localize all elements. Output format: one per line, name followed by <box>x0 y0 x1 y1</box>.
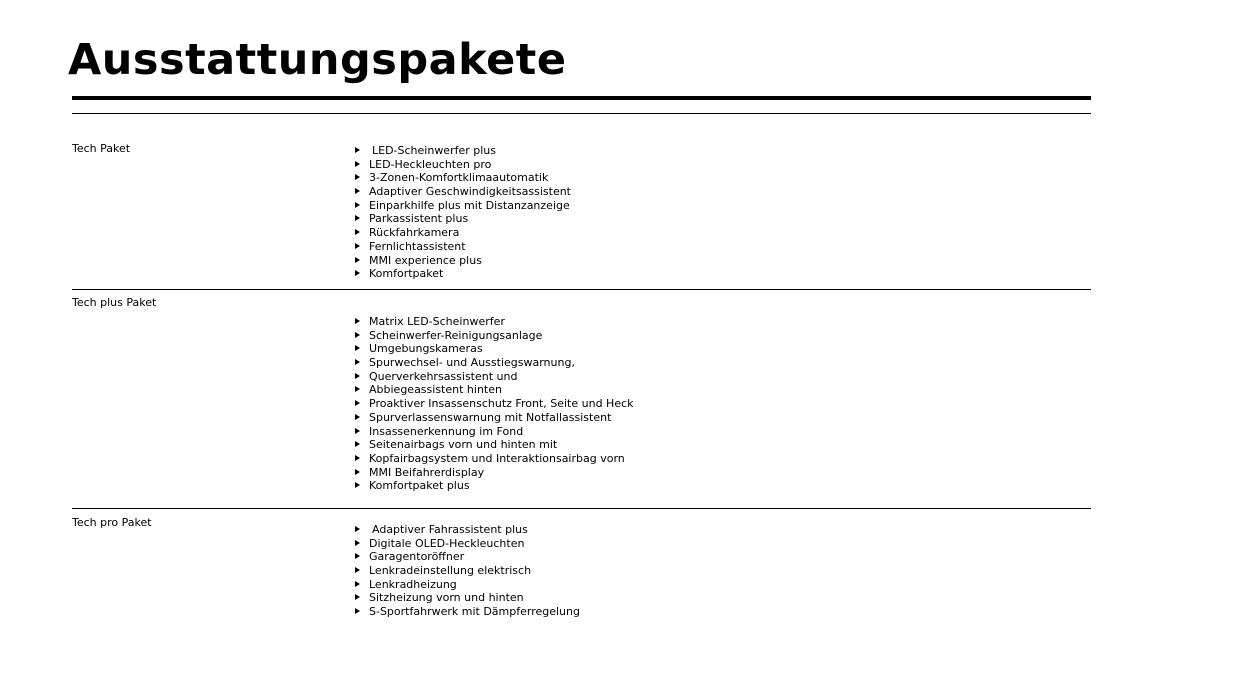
list-item-text: MMI Beifahrerdisplay <box>369 465 485 479</box>
list-item-text: Einparkhilfe plus mit Distanzanzeige <box>369 198 570 212</box>
bullet-icon <box>355 455 360 461</box>
bullet-icon <box>355 594 360 600</box>
list-item-text: MMI experience plus <box>369 253 482 267</box>
bullet-icon <box>355 441 360 447</box>
bullet-icon <box>355 188 360 194</box>
package-separator <box>72 508 1091 509</box>
title-rule-thick <box>72 96 1091 100</box>
list-item-text: Digitale OLED-Heckleuchten <box>369 536 525 550</box>
list-item-text: Sitzheizung vorn und hinten <box>369 591 524 605</box>
list-item-text: Fernlichtassistent <box>369 239 466 253</box>
bullet-icon <box>355 553 360 559</box>
bullet-icon <box>355 608 360 614</box>
list-item-text: Umgebungskameras <box>369 342 483 356</box>
page-title: Ausstattungspakete <box>68 35 567 85</box>
package-name-tech: Tech Paket <box>72 142 131 155</box>
list-item-text: Kopfairbagsystem und Interaktionsairbag vorn <box>369 451 625 465</box>
list-item-text: Komfortpaket <box>369 267 444 281</box>
bullet-icon <box>355 270 360 276</box>
bullet-icon <box>355 414 360 420</box>
list-item-text: Adaptiver Geschwindigkeitsassistent <box>369 185 571 199</box>
bullet-icon <box>355 215 360 221</box>
list-item-text: LED-Heckleuchten pro <box>369 157 492 171</box>
list-item-text: Adaptiver Fahrassistent plus <box>372 523 528 536</box>
bullet-icon <box>355 243 360 249</box>
bullet-icon <box>355 428 360 434</box>
title-rule-thin <box>72 113 1091 114</box>
list-item-text: Spurwechsel- und Ausstiegswarnung, <box>369 356 575 370</box>
bullet-icon <box>355 373 360 379</box>
bullet-icon <box>355 257 360 263</box>
bullet-icon <box>355 161 360 167</box>
bullet-icon <box>355 482 360 488</box>
bullet-icon <box>355 202 360 208</box>
package-name-tech-plus: Tech plus Paket <box>72 296 157 309</box>
bullet-icon <box>355 581 360 587</box>
list-item-text: Rückfahrkamera <box>369 226 460 240</box>
list-item-text: Abbiegeassistent hinten <box>369 383 502 397</box>
list-item-text: Scheinwerfer-Reinigungsanlage <box>369 328 543 342</box>
bullet-icon <box>355 469 360 475</box>
bullet-icon <box>355 332 360 338</box>
bullet-icon <box>355 147 360 153</box>
list-item-text: Garagentoröffner <box>369 550 465 564</box>
list-item-text: Seitenairbags vorn und hinten mit <box>369 438 558 452</box>
bullet-icon <box>355 540 360 546</box>
bullet-icon <box>355 526 360 532</box>
list-item-text: Spurverlassenswarnung mit Notfallassistent <box>369 410 612 424</box>
bullet-icon <box>355 567 360 573</box>
list-item-text: Parkassistent plus <box>369 212 469 226</box>
bullet-icon <box>355 229 360 235</box>
package-name-tech-pro: Tech pro Paket <box>72 516 152 529</box>
bullet-icon <box>355 174 360 180</box>
list-item-text: LED-Scheinwerfer plus <box>372 144 497 157</box>
list-item-text: Insassenerkennung im Fond <box>369 424 524 438</box>
bullet-icon <box>355 359 360 365</box>
bullet-icon <box>355 318 360 324</box>
package-separator <box>72 289 1091 290</box>
list-item-text: S-Sportfahrwerk mit Dämpferregelung <box>369 605 580 619</box>
list-item-text: Komfortpaket plus <box>369 479 470 493</box>
list-item-text: Querverkehrsassistent und <box>369 369 518 383</box>
list-item-text: 3-Zonen-Komfortklimaautomatik <box>369 171 549 185</box>
list-item-text: Matrix LED-Scheinwerfer <box>369 315 505 328</box>
list-item-text: Lenkradeinstellung elektrisch <box>369 564 532 578</box>
list-item-text: Proaktiver Insassenschutz Front, Seite und Heck <box>369 397 634 411</box>
list-item-text: Lenkradheizung <box>369 577 457 591</box>
bullet-icon <box>355 386 360 392</box>
bullet-icon <box>355 400 360 406</box>
bullet-icon <box>355 345 360 351</box>
